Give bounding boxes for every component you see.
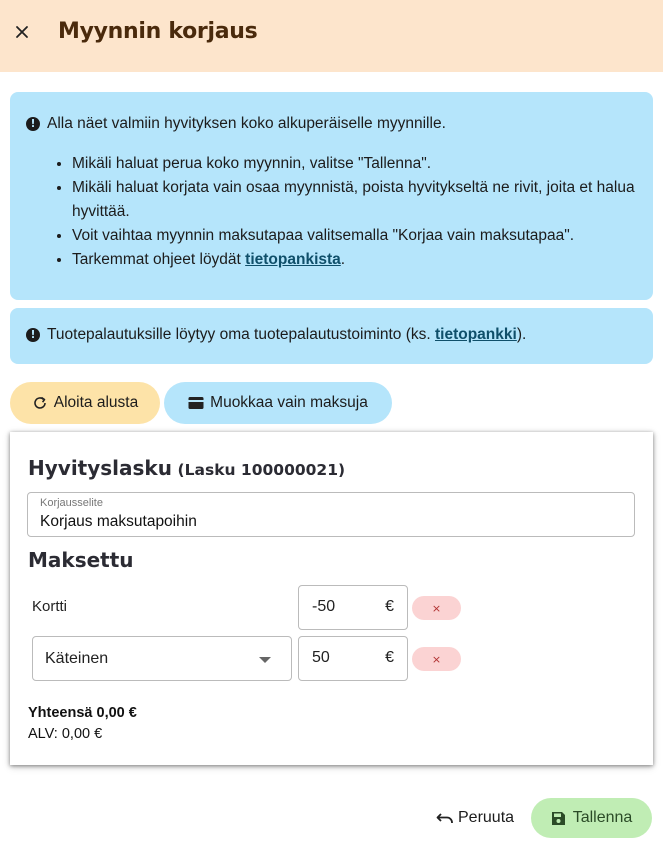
payment-amount-input[interactable]: -50 € [298,585,408,630]
dropdown-arrow-icon [259,657,271,663]
undo-icon [436,811,454,825]
info-bullet: • Voit vaihtaa myynnin maksutapaa valitsemalla "Korjaa vain maksutapaa". [72,224,637,248]
correction-reason-field[interactable] [27,492,635,537]
total-amount: Yhteensä 0,00 € [28,705,137,721]
info-intro: Alla näet valmiin hyvityksen koko alkuperäiselle myynnille. [47,115,446,132]
close-icon: × [431,601,442,615]
credit-invoice-card [10,432,653,765]
remove-payment-button[interactable] [412,596,461,620]
payment-amount-input[interactable]: 50 € [298,636,408,681]
info-bullet: • Mikäli haluat korjata vain osaa myynnistä, poista hyvitykseltä ne rivit, joita et halua hyvittää. [72,176,637,224]
info-box-main [10,92,653,300]
correction-reason-label: Korjausselite [40,497,103,509]
vat-amount: ALV: 0,00 € [28,726,103,742]
restart-button[interactable]: Aloita alusta [10,382,160,424]
payment-method-select[interactable]: Käteinen [32,636,292,681]
close-button[interactable] [10,20,34,44]
info-box-returns: ! Tuotepalautuksille löytyy oma tuotepalautustoiminto (ks. tietopankki). [10,308,653,364]
cancel-button[interactable]: Peruuta [430,798,520,838]
close-icon [15,25,29,39]
close-icon: × [431,652,442,666]
payment-method-label: Kortti [32,598,68,615]
save-icon [551,811,566,826]
info-icon: ! [26,328,40,342]
correction-reason-value[interactable]: Korjaus maksutapoihin [40,513,197,530]
dialog-header [0,0,663,72]
info-bullet: • Tarkemmat ohjeet löydät tietopankista. [72,248,637,272]
invoice-title: Hyvityslasku (Lasku 100000021) [28,456,346,480]
save-button[interactable]: Tallenna [531,798,652,838]
euro-suffix: € [385,598,394,615]
credit-card-icon [188,396,204,410]
info-bullet: • Mikäli haluat perua koko myynnin, valitse "Tallenna". [72,152,637,176]
knowledge-base-link-returns[interactable]: tietopankki [434,326,517,343]
paid-section-title: Maksettu [28,548,134,572]
euro-suffix: € [385,649,394,666]
page-title: Myynnin korjaus [58,19,258,44]
knowledge-base-link[interactable]: tietopankista [245,251,341,268]
info-list [26,152,637,272]
remove-payment-button[interactable] [412,647,461,671]
refresh-icon [32,395,48,411]
edit-payments-button[interactable]: Muokkaa vain maksuja [164,382,392,424]
info-icon: ! [26,117,40,131]
